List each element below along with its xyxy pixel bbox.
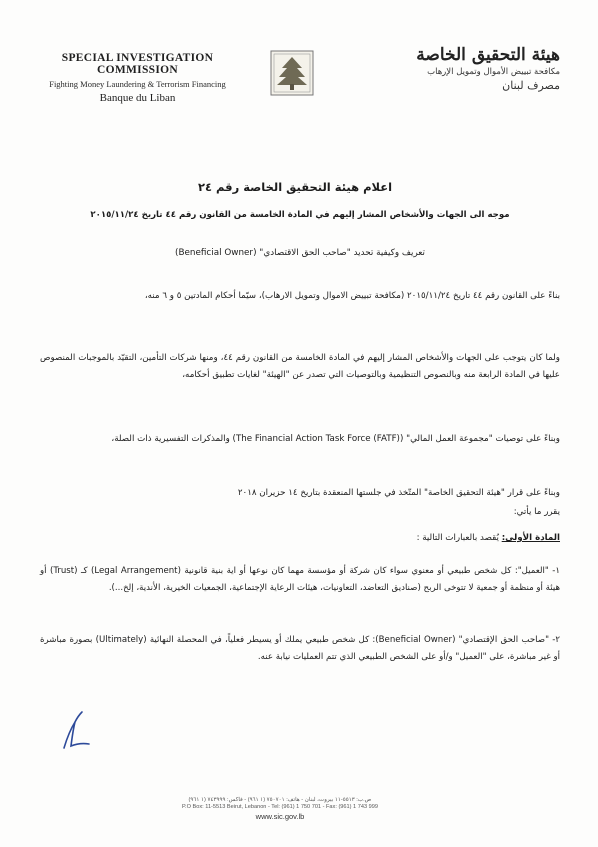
item-text: "صاحب الحق الإقتصادي" (Beneficial Owner): كل شخص طبيعي يملك أو يسيطر فعلياً، في المحصلة النهائية (Ultimately) بصورة مباشرة أو غير مباشرة، على "العميل" و/أو على الشخص الطبيعي الذي تتم العمليات نيابة عنه. [40,635,560,662]
cedar-logo-icon [270,50,314,96]
bank-name-english: Banque du Liban [99,92,176,104]
paragraph-decides: يقرر ما يأتي: [513,507,560,517]
article-one [40,533,560,543]
bank-name-arabic: مصرف لبنان [502,79,560,92]
paragraph-law-reference: بناءً على القانون رقم ٤٤ تاريخ ٢٠١٥/١١/٢٤ (مكافحة تبييض الاموال وتمويل الارهاب)، سيّما أحكام المادتين ٥ و ٦ منه، [144,291,560,301]
footer-address-arabic: ص.ب: ٥٥١٣-١١ بيروت، لبنان - هاتف: ٧٥٠٧٠١ (١ ٩٦١) - فاكس: ٧٤٣٩٩٩ (١ ٩٦١) [188,797,372,803]
footer-address-english: P.O Box: 11-5513 Beirut, Lebanon - Tel: (961) 1 750 701 - Fax: (961) 1 743 999 [182,804,378,810]
org-subtitle-arabic: مكافحة تبييض الأموال وتمويل الإرهاب [427,67,560,77]
item-number: ٢- [552,635,561,645]
article-heading: المادة الأولى: [501,533,560,543]
article-intro: يُقصد بالعبارات التالية : [416,533,499,543]
paragraph-decision: وبناءً على قرار "هيئة التحقيق الخاصة" المتّخذ في جلستها المنعقدة بتاريخ ١٤ حزيران ٢٠١٨ [237,488,560,498]
header-arabic [360,45,560,92]
definition-item-beneficial-owner [40,632,560,666]
paragraph-fatf: وبناءً على توصيات "مجموعة العمل المالي" (The Financial Action Task Force (FATF)) والمذكرات التفسيرية ذات الصلة، [111,434,560,444]
definition-item-client [40,563,560,597]
org-subtitle-english: Fighting Money Laundering & Terrorism Financing [49,79,226,89]
definition-heading: تعريف وكيفية تحديد "صاحب الحق الاقتصادي" (Beneficial Owner) [175,248,425,258]
item-text: "العميل": كل شخص طبيعي أو معنوي سواء كان شركة أو مؤسسة مهما كان نوعها أو اية بنية قانونية (Legal Arrangement) كـ (Trust) أو هيئة أو منظمة أو جمعية لا تتوخى الربح (صناديق التعاضد، التعاونيات، هيئات الرعاية الإجتماعية، الجمعيات الخيرية، الأندية، إلخ...). [40,566,560,593]
paragraph-obligations: ولما كان يتوجب على الجهات والأشخاص المشار إليهم في المادة الخامسة من القانون رقم ٤٤، ومنها شركات التأمين، التقيّد بالموجبات المنصوص عليها في المادة الرابعة منه وبالنصوص التنظيمية وبالتوصيات التي تصدر عن "الهيئة" لغايات تطبيق أحكامه، [40,353,561,380]
footer-website: www.sic.gov.lb [255,812,305,821]
header-english [30,52,245,104]
document-subtitle: موجه الى الجهات والأشخاص المشار إليهم في المادة الخامسة من القانون رقم ٤٤ تاريخ ٢٠١٥/١١/٢٤ [90,210,510,220]
org-name-arabic: هيئة التحقيق الخاصة [416,45,560,65]
footer-contact [130,797,430,821]
org-name-english: SPECIAL INVESTIGATION COMMISSION [61,52,214,76]
document-title: اعلام هيئة التحقيق الخاصة رقم ٢٤ [197,180,393,194]
item-number: ١- [552,566,561,576]
signature-mark [58,708,94,754]
